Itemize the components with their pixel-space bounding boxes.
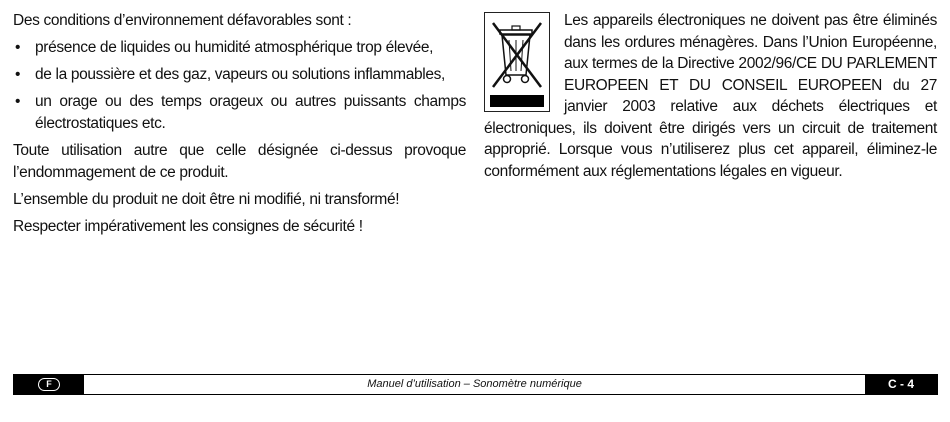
page-footer [13,374,938,395]
crossed-out-wheelie-bin-icon [484,12,550,112]
language-badge: F [38,378,60,391]
right-column [484,10,937,182]
bullet-icon: • [15,39,21,56]
footer-title: Manuel d’utilisation – Sonomètre numérique [367,378,582,390]
list-item [13,64,466,86]
page-number: C - 4 [865,375,937,394]
list-item [13,91,466,135]
list-item [13,37,466,59]
language-tab [14,375,84,394]
bullet-icon: • [15,66,21,83]
list-item-text: de la poussière et des gaz, vapeurs ou solutions inflammables, [35,66,445,83]
intro-text: Des conditions d’environnement défavorables sont : [13,12,352,29]
safety-instructions-paragraph: Respecter impérativement les consignes de sécurité ! [13,218,363,235]
bullet-icon: • [15,93,21,110]
usage-warning-paragraph: Toute utilisation autre que celle désignée ci-dessus provoque l’endommagement de ce produit. [13,142,466,181]
conditions-list [13,37,466,135]
list-item-text: un orage ou des temps orageux ou autres puissants champs électrostatiques etc. [35,93,466,132]
disposal-text: Les appareils électroniques ne doivent pas être éliminés dans les ordures ménagères. Dans l’Union Européenne, aux termes de la Directive 2002/96/CE DU PARLEMENT EUROPEEN ET DU CONSEIL EUROPEEN du 27 janvier 2003 relative aux déchets électriques et électroniques, ils doivent être dirigés vers un circuit de traitement approprié. Lorsque vous n’utiliserez plus cet appareil, éliminez-le conformément aux réglementations légales en vigueur. [484,12,937,180]
left-column [13,10,466,243]
modification-warning-paragraph: L’ensemble du produit ne doit être ni modifié, ni transformé! [13,191,400,208]
list-item-text: présence de liquides ou humidité atmosphérique trop élevée, [35,39,434,56]
